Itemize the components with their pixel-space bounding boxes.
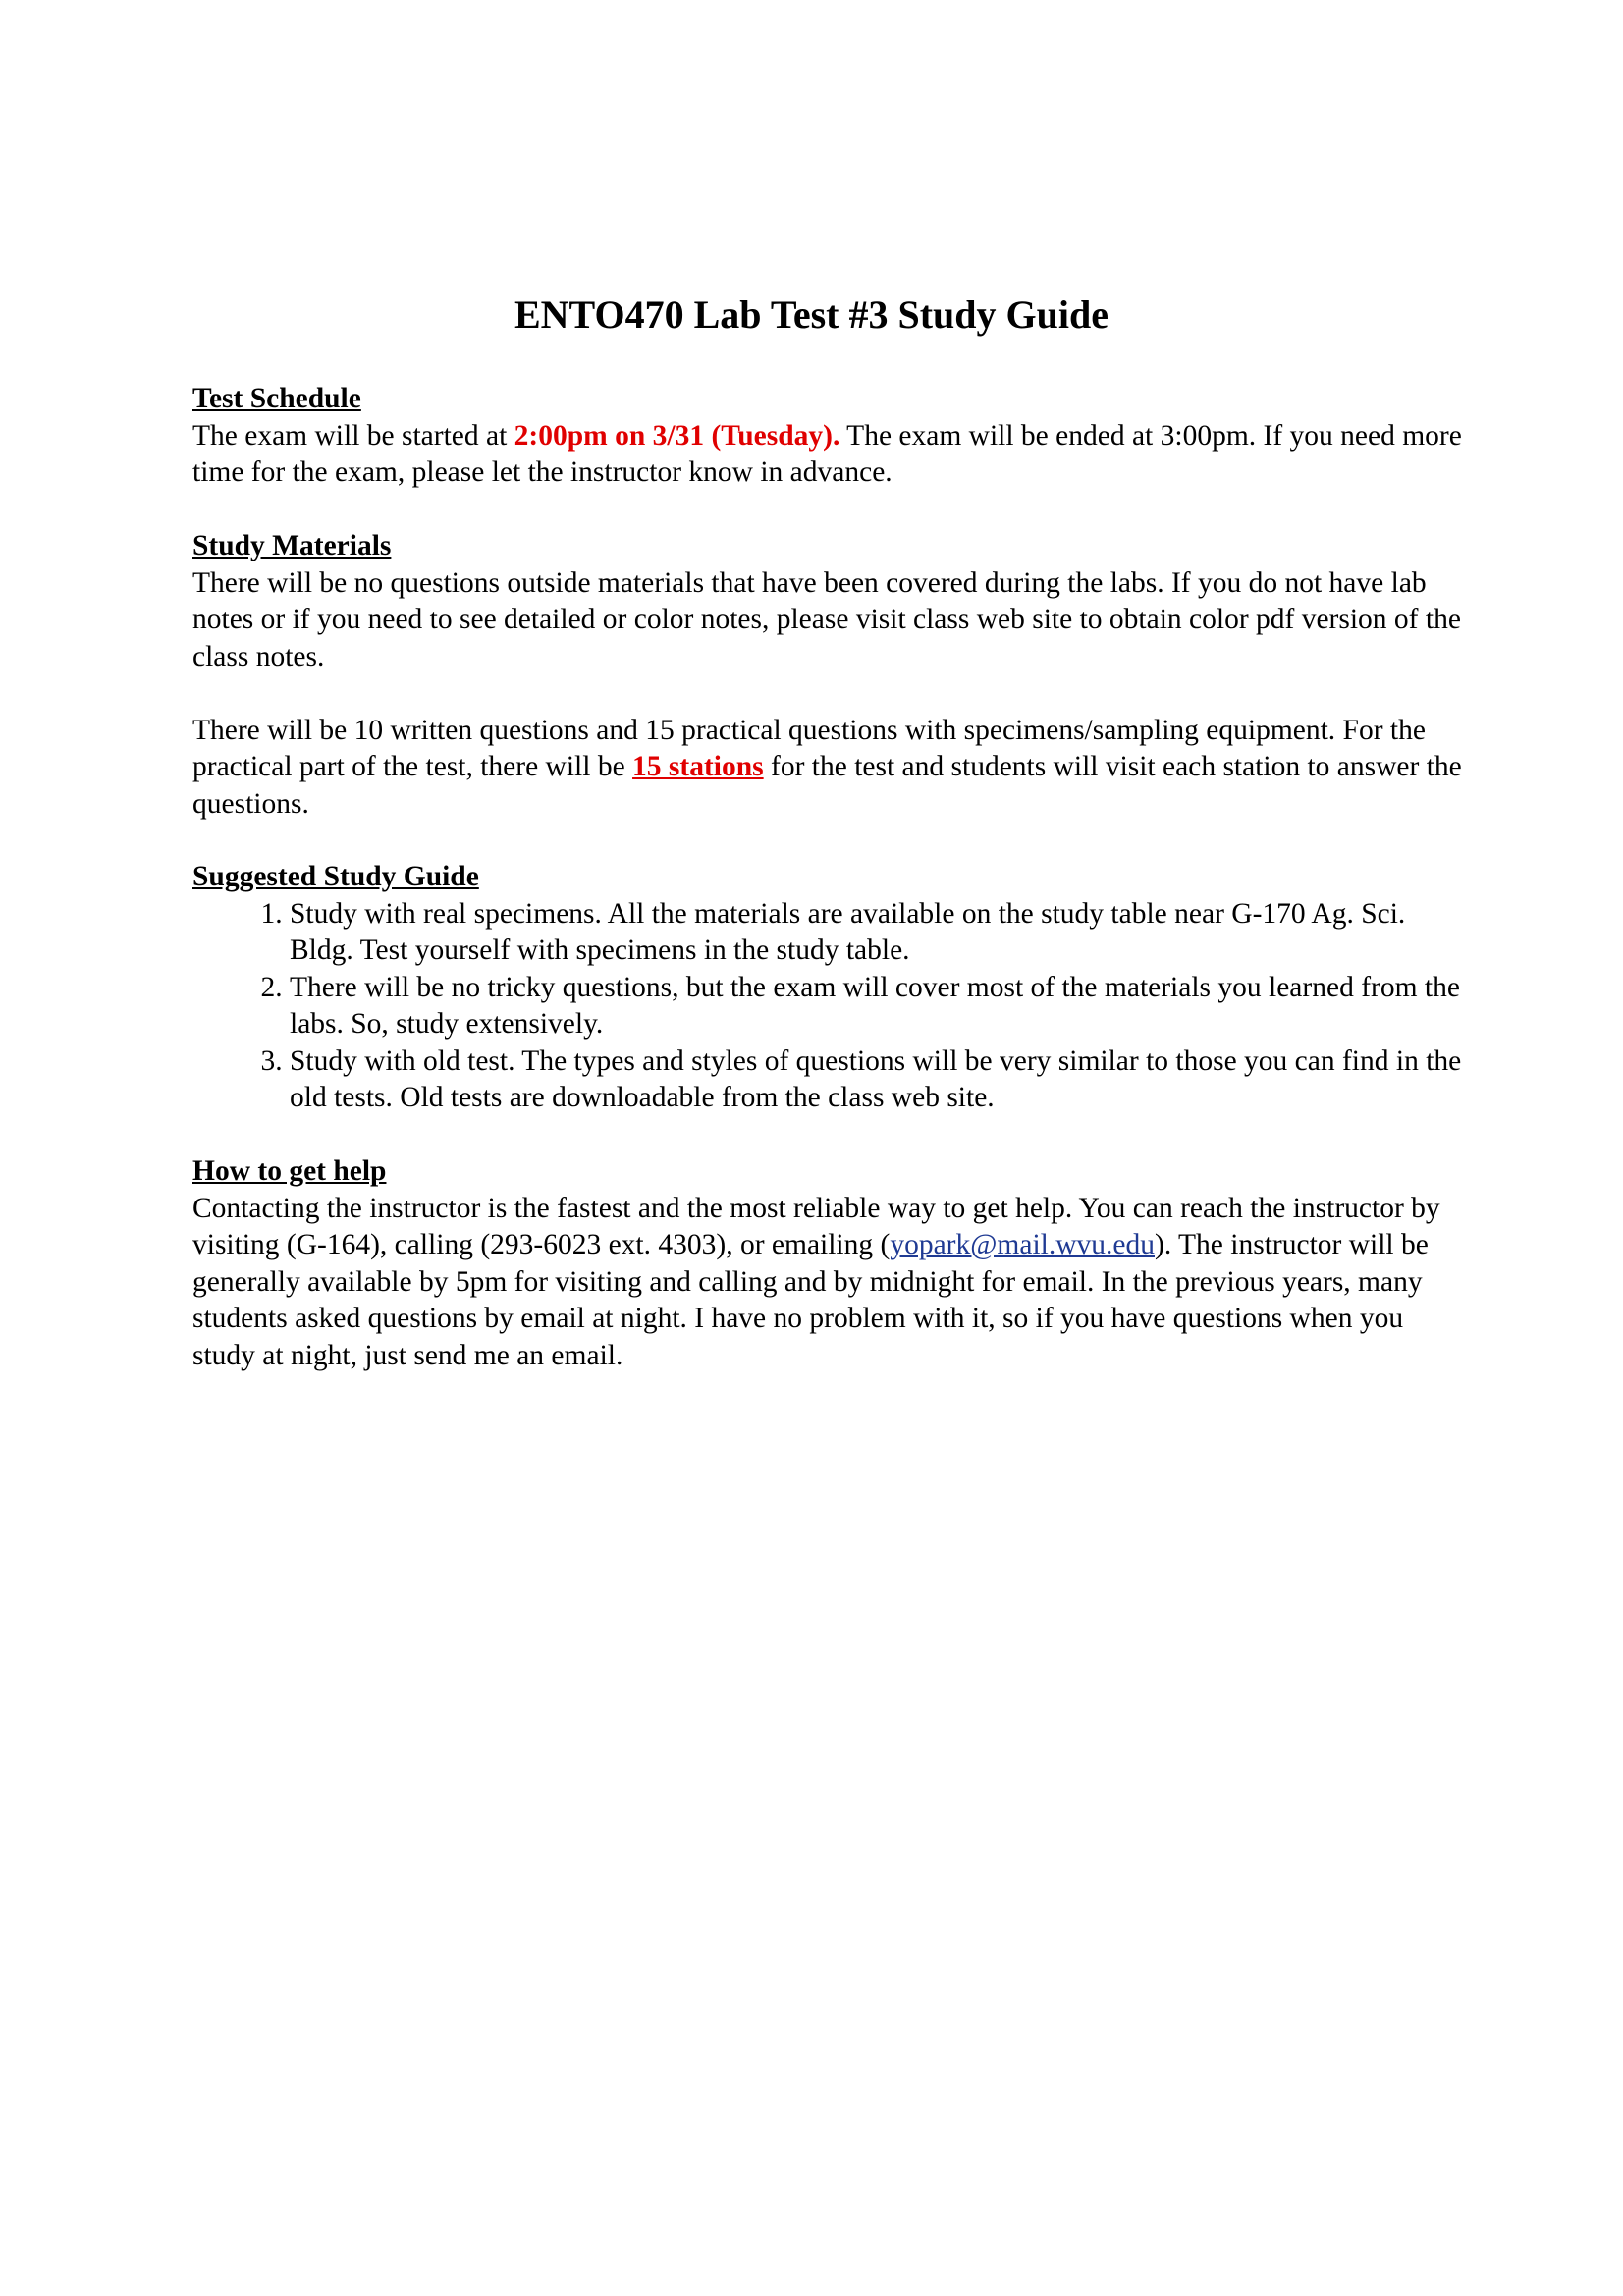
section-how-to-get-help: [192, 1153, 1469, 1374]
help-text-before: Contacting the instructor is the fastest and the most reliable way to get help. You can reach the instructor by visiting (G-164), calling (293-6023 ext. 4303), or emailing (: [192, 1192, 1440, 1260]
heading-how-to-get-help: How to get help: [192, 1155, 387, 1187]
instructor-email-link[interactable]: yopark@mail.wvu.edu: [890, 1229, 1155, 1260]
stations-highlight: 15 stations: [632, 751, 764, 782]
materials-paragraph-1: There will be no questions outside materials that have been covered during the labs. If you do not have lab notes or if you need to see detailed or color notes, please visit class web site to obtain color pdf version of the class notes.: [192, 566, 1461, 672]
study-guide-list: [192, 896, 1469, 1117]
heading-test-schedule: Test Schedule: [192, 383, 361, 414]
list-item: 1. Study with real specimens. All the materials are available on the study table near G-170 Ag. Sci. Bldg. Test yourself with specimens in the study table.: [290, 896, 1469, 970]
section-suggested-study-guide: [192, 859, 1469, 1117]
materials-text-before: There will be 10 written questions and 15 practical questions with specimens/sampling equipment. For the practical part of the test, there will be: [192, 714, 1426, 782]
heading-study-materials: Study Materials: [192, 530, 392, 561]
schedule-text-before: The exam will be started at: [192, 419, 514, 452]
materials-text-after: for the test and students will visit each station to answer the questions.: [192, 751, 1462, 820]
schedule-text-after: The exam will be ended at 3:00pm. If you need more time for the exam, please let the instructor know in advance.: [192, 419, 1462, 488]
list-item: 2. There will be no tricky questions, but the exam will cover most of the materials you learned from the labs. So, study extensively.: [290, 970, 1469, 1043]
help-paragraph: [192, 1191, 1469, 1375]
materials-paragraph-2: [192, 713, 1469, 824]
schedule-paragraph: [192, 418, 1469, 492]
page-title: ENTO470 Lab Test #3 Study Guide: [514, 293, 1109, 337]
section-test-schedule: [192, 381, 1469, 492]
list-item: 3. Study with old test. The types and styles of questions will be very similar to those you can find in the old tests. Old tests are downloadable from the class web site.: [290, 1043, 1469, 1117]
title-container: [0, 291, 1623, 340]
schedule-time-highlight: 2:00pm on 3/31 (Tuesday).: [514, 419, 840, 452]
help-text-after: ). The instructor will be generally available by 5pm for visiting and calling and by midnight for email. In the previous years, many students asked questions by email at night. I have no problem with it, so if you have questions when you study at night, just send me an email.: [192, 1229, 1429, 1371]
heading-suggested-study-guide: Suggested Study Guide: [192, 861, 479, 892]
section-study-materials: [192, 528, 1469, 823]
